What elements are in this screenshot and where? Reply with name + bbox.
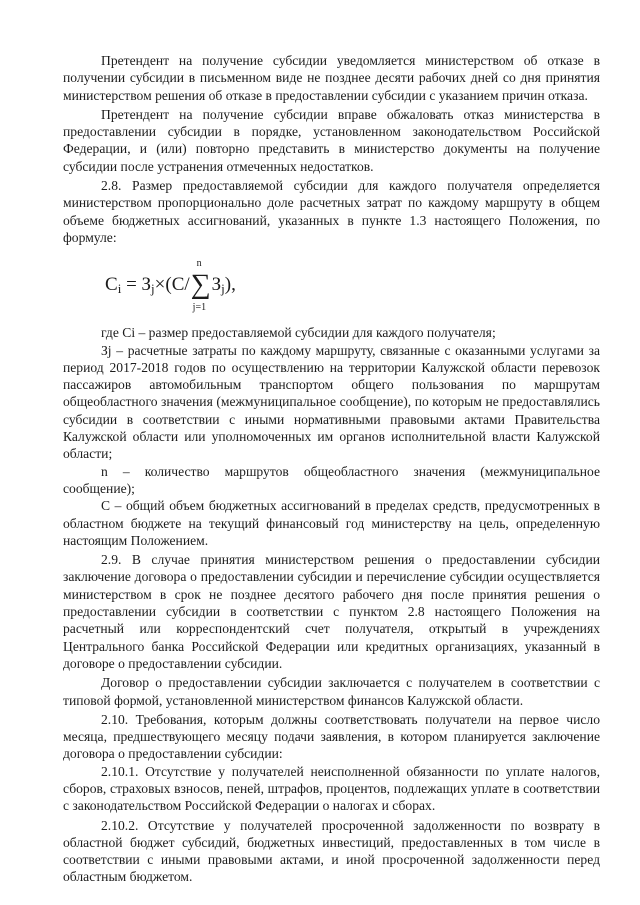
- formula-expression: [105, 258, 236, 314]
- formula-eq: = З: [121, 274, 152, 296]
- paragraph-2-8: 2.8. Размер предоставляемой субсидии для каждого получателя определяется министерством пропорционально доле расчетных затрат по каждому маршруту в общем объеме бюджетных ассигнований, указанных в пункте 1.3 настоящего Положения, по формуле:: [63, 178, 600, 245]
- paragraph-refusal-notice: Претендент на получение субсидии уведомляется министерством об отказе в получении субсидии в письменном виде не позднее десяти рабочих дней со дня принятия министерством решения об отказе в предоставлении субсидии с указанием причин отказа.: [63, 53, 600, 103]
- formula-times: ×(С/: [154, 274, 190, 296]
- sum-lower-limit: j=1: [192, 302, 207, 314]
- definition-ci: где Сi – размер предоставляемой субсидии для каждого получателя;: [101, 325, 496, 341]
- sum-upper-limit: n: [196, 258, 202, 270]
- subsidy-formula: [63, 246, 600, 324]
- paragraph-2-9: 2.9. В случае принятия министерством решения о предоставлении субсидии заключение договора о предоставлении субсидии и перечисление субсидии осуществляется министерством в срок не позднее десятого рабочего дня после принятия решения о предоставлении субсидии в соответствии с пунктом 2.8 настоящего Положения на расчетный или корреспондентский счет получателя, открытый в учреждениях Центрального банка Российской Федерации или кредитных организациях, указанный в договоре о предоставлении субсидии.: [63, 552, 600, 671]
- sigma-glyph: ∑: [190, 269, 211, 301]
- formula-tail: ),: [224, 274, 236, 296]
- definition-c: С – общий объем бюджетных ассигнований в пределах средств, предусмотренных в областном бюджете на текущий финансовый год министерству на цель, определенную настоящим Положением.: [63, 498, 600, 548]
- definition-n: n – количество маршрутов общеобластного значения (межмуниципальное сообщение);: [63, 463, 600, 496]
- paragraph-2-10-2: 2.10.2. Отсутствие у получателей просроченной задолженности по возврату в областной бюджет субсидий, бюджетных инвестиций, предоставленных в том числе в соответствии с иными правовыми актами, и иной просроченной задолженности перед областным бюджетом.: [63, 817, 600, 885]
- definition-zj: Зj – расчетные затраты по каждому маршруту, связанные с оказанными услугами за период 2017-2018 годов по осуществлению на территории Калужской области перевозок пассажиров автомобильным транспортом общего пользования по маршрутам общеобластного значения (межмуниципальное сообщение), по которым не предоставлялись субсидии в соответствии с иными нормативными правовыми актами Правительства Калужской области или уполномоченных им органов исполнительной власти Калужской области;: [63, 342, 600, 462]
- paragraph-appeal: Претендент на получение субсидии вправе обжаловать отказ министерства в предоставлении субсидии в порядке, установленном законодательством Российской Федерации, и (или) повторно представить в министерство документы на получение субсидии после устранения отмеченных недостатков.: [63, 106, 600, 174]
- formula-z2-sub: j: [221, 281, 225, 297]
- formula-lhs: C: [105, 274, 118, 296]
- formula-lhs-sub: i: [117, 281, 122, 297]
- sigma-symbol: [190, 258, 211, 314]
- formula-z2: З: [211, 274, 222, 296]
- paragraph-2-10-1: 2.10.1. Отсутствие у получателей неисполненной обязанности по уплате налогов, сборов, страховых взносов, пеней, штрафов, процентов, подлежащих уплате в соответствии с законодательством Российской Федерации о налогах и сборах.: [63, 763, 600, 814]
- formula-z-sub: j: [151, 281, 155, 297]
- paragraph-2-10: 2.10. Требования, которым должны соответствовать получатели на первое число месяца, предшествующего месяцу подачи заявления, в котором планируется заключение договора о предоставлении субсидии:: [63, 711, 600, 762]
- paragraph-contract: Договор о предоставлении субсидии заключается с получателем в соответствии с типовой формой, установленной министерством финансов Калужской области.: [63, 675, 600, 708]
